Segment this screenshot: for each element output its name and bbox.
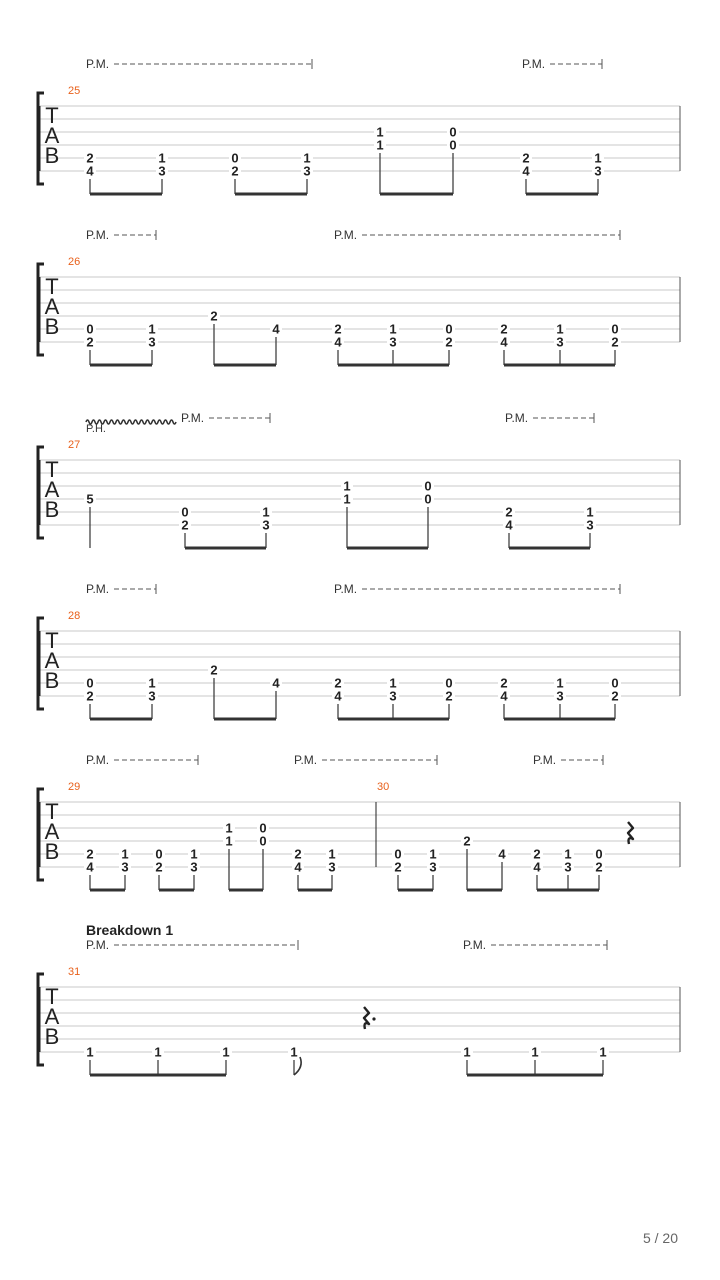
fret-number: 3 bbox=[190, 859, 198, 875]
fret-number: 0 bbox=[449, 137, 457, 153]
tab-clef-letter: A bbox=[44, 123, 60, 148]
fret-number: 1 bbox=[586, 504, 594, 520]
fret-number: 3 bbox=[586, 517, 594, 533]
fret-number: 4 bbox=[505, 517, 513, 533]
fret-number: 0 bbox=[259, 820, 267, 836]
fret-number: 1 bbox=[556, 321, 564, 337]
fret-number: 1 bbox=[262, 504, 270, 520]
fret-number: 4 bbox=[334, 334, 342, 350]
palm-mute-label: P.M. bbox=[86, 582, 110, 596]
fret-number: 0 bbox=[231, 150, 239, 166]
palm-mute-label: P.M. bbox=[533, 753, 557, 767]
fret-number: 4 bbox=[500, 334, 508, 350]
fret-number: 2 bbox=[334, 675, 342, 691]
fret-number: 3 bbox=[389, 334, 397, 350]
measure-number: 29 bbox=[68, 781, 81, 793]
fret-number: 1 bbox=[148, 675, 156, 691]
tab-clef-letter: A bbox=[44, 648, 60, 673]
palm-mute-label: P.M. bbox=[463, 938, 487, 952]
fret-number: 2 bbox=[86, 688, 94, 704]
fret-number: 1 bbox=[389, 675, 397, 691]
fret-number: 2 bbox=[500, 675, 508, 691]
fret-number: 0 bbox=[259, 833, 267, 849]
tab-clef-letter: A bbox=[44, 819, 60, 844]
fret-number: 1 bbox=[556, 675, 564, 691]
section-title: Breakdown 1 bbox=[86, 922, 174, 938]
system-bracket bbox=[38, 974, 44, 1065]
palm-mute-label: P.M. bbox=[505, 411, 529, 425]
fret-number: 1 bbox=[389, 321, 397, 337]
tab-clef-letter: T bbox=[45, 103, 59, 128]
fret-number: 3 bbox=[328, 859, 336, 875]
fret-number: 2 bbox=[334, 321, 342, 337]
page-number: 5 / 20 bbox=[642, 1230, 678, 1246]
fret-number: 2 bbox=[611, 688, 619, 704]
fret-number: 1 bbox=[343, 491, 351, 507]
palm-mute-label: P.M. bbox=[522, 57, 546, 71]
fret-number: 1 bbox=[86, 1044, 94, 1060]
fret-number: 1 bbox=[154, 1044, 162, 1060]
fret-number: 2 bbox=[394, 859, 402, 875]
fret-number: 4 bbox=[86, 859, 94, 875]
fret-number: 3 bbox=[389, 688, 397, 704]
pinch-harmonic-label: P.H. bbox=[86, 423, 106, 435]
measure-number: 26 bbox=[68, 256, 81, 268]
fret-number: 3 bbox=[556, 334, 564, 350]
rest-dot bbox=[372, 1017, 375, 1020]
measure-number: 25 bbox=[68, 85, 81, 97]
fret-number: 4 bbox=[272, 675, 280, 691]
system-bracket bbox=[38, 93, 44, 184]
measure-number: 27 bbox=[68, 439, 81, 451]
fret-number: 0 bbox=[181, 504, 189, 520]
palm-mute-label: P.M. bbox=[86, 57, 110, 71]
palm-mute-label: P.M. bbox=[86, 228, 110, 242]
fret-number: 2 bbox=[533, 846, 541, 862]
fret-number: 0 bbox=[424, 478, 432, 494]
fret-number: 1 bbox=[121, 846, 129, 862]
palm-mute-label: P.M. bbox=[294, 753, 318, 767]
tab-clef-letter: T bbox=[45, 799, 59, 824]
fret-number: 2 bbox=[181, 517, 189, 533]
system-bracket bbox=[38, 447, 44, 538]
fret-number: 3 bbox=[148, 688, 156, 704]
fret-number: 2 bbox=[505, 504, 513, 520]
fret-number: 2 bbox=[500, 321, 508, 337]
fret-number: 0 bbox=[611, 675, 619, 691]
fret-number: 1 bbox=[463, 1044, 471, 1060]
fret-number: 1 bbox=[303, 150, 311, 166]
fret-number: 1 bbox=[343, 478, 351, 494]
fret-number: 0 bbox=[86, 321, 94, 337]
fret-number: 0 bbox=[424, 491, 432, 507]
fret-number: 5 bbox=[86, 491, 94, 507]
tab-clef-letter: B bbox=[44, 1024, 60, 1049]
fret-number: 0 bbox=[445, 675, 453, 691]
fret-number: 4 bbox=[498, 846, 506, 862]
fret-number: 3 bbox=[564, 859, 572, 875]
fret-number: 1 bbox=[158, 150, 166, 166]
tab-clef-letter: T bbox=[45, 457, 59, 482]
tab-clef-letter: T bbox=[45, 984, 59, 1009]
fret-number: 4 bbox=[272, 321, 280, 337]
note-flag bbox=[294, 1057, 301, 1075]
fret-number: 0 bbox=[155, 846, 163, 862]
fret-number: 3 bbox=[262, 517, 270, 533]
fret-number: 3 bbox=[148, 334, 156, 350]
fret-number: 2 bbox=[611, 334, 619, 350]
fret-number: 2 bbox=[522, 150, 530, 166]
fret-number: 1 bbox=[594, 150, 602, 166]
tab-clef-letter: A bbox=[44, 1004, 60, 1029]
fret-number: 0 bbox=[445, 321, 453, 337]
fret-number: 4 bbox=[294, 859, 302, 875]
fret-number: 4 bbox=[500, 688, 508, 704]
fret-number: 1 bbox=[531, 1044, 539, 1060]
tab-clef-letter: B bbox=[44, 143, 60, 168]
fret-number: 1 bbox=[376, 137, 384, 153]
fret-number: 3 bbox=[429, 859, 437, 875]
fret-number: 4 bbox=[522, 163, 530, 179]
fret-number: 1 bbox=[225, 833, 233, 849]
measure-number: 31 bbox=[68, 966, 81, 978]
fret-number: 1 bbox=[564, 846, 572, 862]
palm-mute-label: P.M. bbox=[334, 228, 358, 242]
fret-number: 1 bbox=[599, 1044, 607, 1060]
measure-number: 28 bbox=[68, 610, 81, 622]
fret-number: 0 bbox=[86, 675, 94, 691]
fret-number: 2 bbox=[86, 150, 94, 166]
system-bracket bbox=[38, 789, 44, 880]
fret-number: 4 bbox=[86, 163, 94, 179]
tab-clef-letter: T bbox=[45, 274, 59, 299]
fret-number: 0 bbox=[595, 846, 603, 862]
fret-number: 0 bbox=[394, 846, 402, 862]
fret-number: 2 bbox=[155, 859, 163, 875]
fret-number: 4 bbox=[533, 859, 541, 875]
system-bracket bbox=[38, 618, 44, 709]
fret-number: 2 bbox=[86, 846, 94, 862]
fret-number: 1 bbox=[328, 846, 336, 862]
fret-number: 1 bbox=[148, 321, 156, 337]
fret-number: 0 bbox=[611, 321, 619, 337]
fret-number: 3 bbox=[121, 859, 129, 875]
palm-mute-label: P.M. bbox=[181, 411, 205, 425]
measure-number: 30 bbox=[377, 781, 390, 793]
fret-number: 2 bbox=[86, 334, 94, 350]
fret-number: 2 bbox=[210, 308, 218, 324]
fret-number: 0 bbox=[449, 124, 457, 140]
palm-mute-label: P.M. bbox=[334, 582, 358, 596]
fret-number: 2 bbox=[595, 859, 603, 875]
tab-clef-letter: B bbox=[44, 497, 60, 522]
fret-number: 1 bbox=[376, 124, 384, 140]
fret-number: 2 bbox=[463, 833, 471, 849]
fret-number: 2 bbox=[210, 662, 218, 678]
fret-number: 3 bbox=[158, 163, 166, 179]
fret-number: 2 bbox=[294, 846, 302, 862]
fret-number: 2 bbox=[231, 163, 239, 179]
fret-number: 1 bbox=[225, 820, 233, 836]
fret-number: 3 bbox=[303, 163, 311, 179]
fret-number: 4 bbox=[334, 688, 342, 704]
tab-clef-letter: B bbox=[44, 314, 60, 339]
fret-number: 3 bbox=[556, 688, 564, 704]
tab-clef-letter: B bbox=[44, 839, 60, 864]
fret-number: 2 bbox=[445, 688, 453, 704]
fret-number: 2 bbox=[445, 334, 453, 350]
tab-clef-letter: T bbox=[45, 628, 59, 653]
tab-clef-letter: A bbox=[44, 477, 60, 502]
tab-clef-letter: A bbox=[44, 294, 60, 319]
fret-number: 1 bbox=[429, 846, 437, 862]
palm-mute-label: P.M. bbox=[86, 753, 110, 767]
fret-number: 3 bbox=[594, 163, 602, 179]
palm-mute-label: P.M. bbox=[86, 938, 110, 952]
fret-number: 1 bbox=[190, 846, 198, 862]
tab-clef-letter: B bbox=[44, 668, 60, 693]
system-bracket bbox=[38, 264, 44, 355]
fret-number: 1 bbox=[290, 1044, 298, 1060]
fret-number: 1 bbox=[222, 1044, 230, 1060]
